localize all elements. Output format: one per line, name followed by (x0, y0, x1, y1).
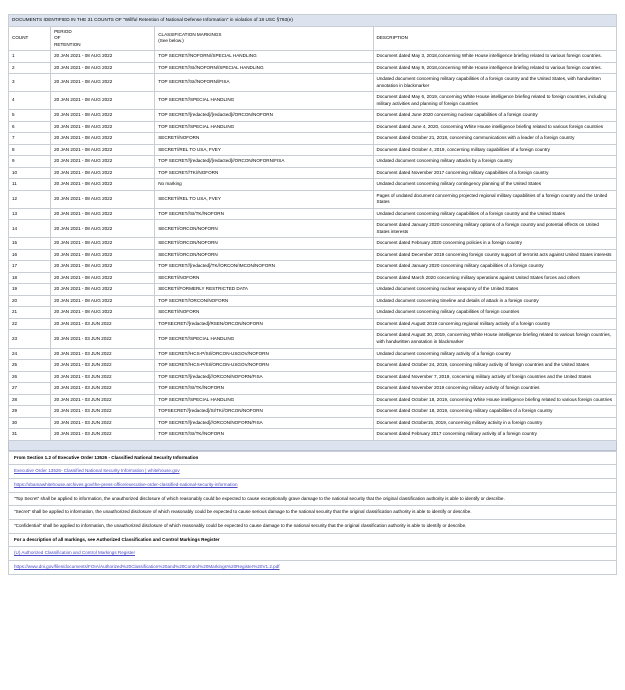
row-description: Document dated December 2019 concerning foreign country support of terrorist acts against United States interests (373, 249, 616, 261)
documents-rows (9, 51, 617, 441)
row-period-of-retention: 20 JAN 2021 - 08 AUG 2022 (51, 51, 155, 63)
table-row (9, 348, 617, 360)
row-period-of-retention: 20 JAN 2021 - 08 AUG 2022 (51, 220, 155, 238)
row-period-of-retention: 20 JAN 2021 - 03 JUN 2022 (51, 318, 155, 330)
row-classification-marking: TOP SECRET//SPECIAL HANDLING (155, 330, 373, 348)
row-period-of-retention: 20 JAN 2021 - 08 AUG 2022 (51, 156, 155, 168)
row-classification-marking: TOP SECRET//SI/TK//NOFORN (155, 208, 373, 220)
eo-url-link[interactable]: https://obamawhitehouse.archives.gov/the-press-office/executive-order-classified-national-security-information (9, 478, 617, 492)
column-header-markings (155, 26, 373, 51)
markings-register-link[interactable]: (U) Authorized Classification and Control Markings Register (9, 547, 617, 561)
row-classification-marking: TOPSECRET//[redacted]/RSEN/ORCON/NOFORN (155, 318, 373, 330)
markings-register-url-link[interactable]: https://www.dni.gov/files/documents/FOIA/Authorized%20Classification%20and%20Control%20Markings%20Register%20V1.2.pdf (9, 560, 617, 574)
table-row (9, 74, 617, 92)
row-classification-marking: SECRET//REL TO USA, FVEY (155, 190, 373, 208)
row-classification-marking: SECRET//NOFORN (155, 307, 373, 319)
table-row (9, 179, 617, 191)
column-header-description (373, 26, 616, 51)
row-description: Document dated May 6, 2019, concerning White House intelligence briefing related to foreign countries, including military activities and planning of foreign countries (373, 92, 616, 110)
row-description: Pages of undated document concerning projected regional military capabilities of a foreign country and the United States (373, 190, 616, 208)
table-row (9, 318, 617, 330)
row-count: 3 (9, 74, 51, 92)
row-period-of-retention: 20 JAN 2021 - 03 JUN 2022 (51, 429, 155, 441)
column-header-period-line2: OF (54, 35, 61, 41)
row-period-of-retention: 20 JAN 2021 - 03 JUN 2022 (51, 348, 155, 360)
table-spacer-cell (9, 440, 617, 450)
row-period-of-retention: 20 JAN 2021 - 03 JUN 2022 (51, 383, 155, 395)
row-period-of-retention: 20 JAN 2021 - 08 AUG 2022 (51, 295, 155, 307)
row-classification-marking: SECRET//FORMERLY RESTRICTED DATA (155, 284, 373, 296)
markings-heading: For a description of all markings, see Authorized Classification and Control Markings Register (9, 533, 617, 547)
row-classification-marking: SECRET//ORCON/NOFORN (155, 220, 373, 238)
row-count: 8 (9, 144, 51, 156)
notes-row-eo-url (9, 478, 617, 492)
row-description: Undated document concerning timeline and details of attack in a foreign country (373, 295, 616, 307)
row-description: Document dated February 2020 concerning policies in a foreign country (373, 238, 616, 250)
row-count: 31 (9, 429, 51, 441)
row-description: Document dated November 2017 concerning military capabilities of a foreign country (373, 167, 616, 179)
row-description: Document dated June 2020 concerning nuclear capabilities of a foreign country (373, 110, 616, 122)
table-row (9, 144, 617, 156)
row-description: Document dated October 18, 2019, concerning White House intelligence briefing related to various foreign countries (373, 394, 616, 406)
table-row (9, 261, 617, 273)
table-row (9, 295, 617, 307)
row-description: Document dated August 30, 2019, concerning White House intelligence briefing related to various foreign countries, with handwritten annotation in blackmarker (373, 330, 616, 348)
row-count: 26 (9, 371, 51, 383)
row-classification-marking: TOPSECRET//[redacted]/SI/TK//ORCON/NOFORN (155, 406, 373, 418)
row-period-of-retention: 20 JAN 2021 - 08 AUG 2022 (51, 167, 155, 179)
notes-table (8, 451, 617, 575)
table-row (9, 208, 617, 220)
row-count: 9 (9, 156, 51, 168)
table-row (9, 383, 617, 395)
notes-row-top-secret (9, 492, 617, 506)
notes-row-secret (9, 506, 617, 520)
table-row (9, 406, 617, 418)
row-period-of-retention: 20 JAN 2021 - 03 JUN 2022 (51, 371, 155, 383)
row-count: 16 (9, 249, 51, 261)
table-row (9, 249, 617, 261)
row-count: 12 (9, 190, 51, 208)
row-classification-marking: TOP SECRET//[redacted]//ORCON/NOFORN/FISA (155, 371, 373, 383)
row-count: 20 (9, 295, 51, 307)
row-description: Document dated October 4, 2019, concerning military capabilities of a foreign country (373, 144, 616, 156)
column-header-period-line3: RETENTION (54, 41, 81, 47)
table-row (9, 238, 617, 250)
notes-row-markings-heading (9, 533, 617, 547)
row-description: Document dated June 4, 2020, concerning White House intelligence briefing related to various foreign countries (373, 121, 616, 133)
row-period-of-retention: 20 JAN 2021 - 08 AUG 2022 (51, 74, 155, 92)
row-description: Document dated November 7, 2019, concerning military activity of foreign countries and the United States (373, 371, 616, 383)
notes-row-confidential (9, 519, 617, 533)
secret-definition: "Secret" shall be applied to information, the unauthorized disclosure of which reasonably could be expected to cause serious damage to the national security that the original classification authority is able to identify or describe. (9, 506, 617, 520)
row-classification-marking: TOP SECRET//TK//NOFORN (155, 167, 373, 179)
row-classification-marking: TOP SECRET//HCS-P/SI//ORCON-USGOV/NOFORN (155, 348, 373, 360)
row-description: Document dated May 3, 2018,concerning White House intelligence briefing related to various foreign countries. (373, 51, 616, 63)
row-description: Document dated October15, 2019, concerning military activity in a foreign country (373, 417, 616, 429)
row-count: 24 (9, 348, 51, 360)
row-count: 29 (9, 406, 51, 418)
column-header-period-line1: PERIOD (54, 28, 72, 34)
row-period-of-retention: 20 JAN 2021 - 08 AUG 2022 (51, 208, 155, 220)
row-period-of-retention: 20 JAN 2021 - 08 AUG 2022 (51, 62, 155, 74)
row-count: 15 (9, 238, 51, 250)
row-classification-marking: TOP SECRET//NOFORN//SPECIAL HANDLING (155, 51, 373, 63)
row-period-of-retention: 20 JAN 2021 - 08 AUG 2022 (51, 272, 155, 284)
table-row (9, 330, 617, 348)
row-period-of-retention: 20 JAN 2021 - 03 JUN 2022 (51, 406, 155, 418)
row-count: 4 (9, 92, 51, 110)
row-period-of-retention: 20 JAN 2021 - 03 JUN 2022 (51, 360, 155, 372)
notes-row-markings-url (9, 560, 617, 574)
notes-row-eo-link (9, 465, 617, 479)
row-classification-marking: TOP SECRET//SPECIAL HANDLING (155, 121, 373, 133)
row-period-of-retention: 20 JAN 2021 - 08 AUG 2022 (51, 144, 155, 156)
row-count: 14 (9, 220, 51, 238)
page-title: DOCUMENTS IDENTIFIED IN THE 31 COUNTS OF "Willful Retention of National Defense Information" in violation of 18 USC §793(e) (9, 15, 617, 27)
column-header-markings-label: CLASSIFICATION MARKINGS (158, 31, 222, 37)
row-period-of-retention: 20 JAN 2021 - 08 AUG 2022 (51, 249, 155, 261)
row-description: Document dated October 21, 2018, concerning communications with a leader of a foreign country (373, 133, 616, 145)
table-row (9, 360, 617, 372)
row-description: Document dated January 2020 concerning military options of a foreign country and potential effects on United States interests (373, 220, 616, 238)
row-period-of-retention: 20 JAN 2021 - 08 AUG 2022 (51, 133, 155, 145)
row-description: Undated document concerning military capabilities of foreign countries (373, 307, 616, 319)
table-row (9, 190, 617, 208)
row-count: 21 (9, 307, 51, 319)
row-period-of-retention: 20 JAN 2021 - 08 AUG 2022 (51, 110, 155, 122)
row-period-of-retention: 20 JAN 2021 - 08 AUG 2022 (51, 261, 155, 273)
row-period-of-retention: 20 JAN 2021 - 08 AUG 2022 (51, 238, 155, 250)
row-period-of-retention: 20 JAN 2021 - 08 AUG 2022 (51, 190, 155, 208)
row-count: 23 (9, 330, 51, 348)
row-classification-marking: TOP SECRET//[redacted]/[redacted]//ORCON/NOFORN/FISA (155, 156, 373, 168)
row-classification-marking: TOP SECRET//[redacted]/TK//ORCON/IMCON/NOFORN (155, 261, 373, 273)
row-description: Document dated March 2020 concerning military operations against United States forces and others (373, 272, 616, 284)
table-row (9, 371, 617, 383)
column-header-count-label: COUNT (12, 35, 29, 41)
notes-table-body (9, 451, 617, 574)
row-description: Undated document concerning military attacks by a foreign country (373, 156, 616, 168)
row-description: Document dated October 18, 2019, concerning military capabilities of a foreign country (373, 406, 616, 418)
table-row (9, 110, 617, 122)
row-count: 25 (9, 360, 51, 372)
documents-table-footer (9, 440, 617, 450)
top-secret-definition: "Top Secret" shall be applied to information, the unauthorized disclosure of which reasonably could be expected to cause exceptionally grave damage to the national security that the original classification authority is able to identify or describe. (9, 492, 617, 506)
row-period-of-retention: 20 JAN 2021 - 08 AUG 2022 (51, 284, 155, 296)
table-row (9, 272, 617, 284)
row-count: 5 (9, 110, 51, 122)
row-description: Undated document concerning military contingency planning of the United States (373, 179, 616, 191)
row-classification-marking: No marking (155, 179, 373, 191)
row-count: 2 (9, 62, 51, 74)
row-count: 22 (9, 318, 51, 330)
table-row (9, 92, 617, 110)
table-row (9, 307, 617, 319)
notes-row-eo-heading (9, 451, 617, 465)
row-count: 30 (9, 417, 51, 429)
row-classification-marking: SECRET//REL TO USA, FVEY (155, 144, 373, 156)
table-row (9, 156, 617, 168)
table-row (9, 62, 617, 74)
row-period-of-retention: 20 JAN 2021 - 03 JUN 2022 (51, 417, 155, 429)
row-classification-marking: TOP SECRET//ORCON/NOFORN (155, 295, 373, 307)
table-row (9, 417, 617, 429)
confidential-definition: "Confidential" shall be applied to information, the unauthorized disclosure of which reasonably could be expected to cause damage to the national security that the original classification authority is able to identify or describe. (9, 519, 617, 533)
table-row (9, 51, 617, 63)
row-classification-marking: TOP SECRET//[redacted]//ORCON/NOFORN/FISA (155, 417, 373, 429)
row-count: 11 (9, 179, 51, 191)
row-period-of-retention: 20 JAN 2021 - 08 AUG 2022 (51, 307, 155, 319)
row-description: Document dated January 2020 concerning military capabilities of a foreign country (373, 261, 616, 273)
notes-row-markings-link (9, 547, 617, 561)
table-row (9, 429, 617, 441)
column-header-count (9, 26, 51, 51)
row-count: 17 (9, 261, 51, 273)
row-description: Document dated August 2019 concerning regional military activity of a foreign country (373, 318, 616, 330)
table-row (9, 121, 617, 133)
row-classification-marking: TOP SECRET//HCS-P/SI//ORCON-USGOV/NOFORN (155, 360, 373, 372)
row-classification-marking: SECRET//ORCON/NOFORN (155, 238, 373, 250)
row-count: 13 (9, 208, 51, 220)
row-description: Document dated February 2017 concerning military activity of a foreign country (373, 429, 616, 441)
table-header-row (9, 26, 617, 51)
row-period-of-retention: 20 JAN 2021 - 08 AUG 2022 (51, 92, 155, 110)
row-count: 27 (9, 383, 51, 395)
documents-table-body (9, 15, 617, 51)
column-header-period (51, 26, 155, 51)
column-header-markings-note: (See below.) (158, 38, 184, 44)
row-classification-marking: TOP SECRET//SI/TK//NOFORN (155, 383, 373, 395)
row-classification-marking: TOP SECRET//[redacted]/[redacted]//ORCON/NOFORN (155, 110, 373, 122)
documents-table (8, 14, 617, 451)
table-title-row (9, 15, 617, 27)
row-description: Undated document concerning military capabilities of a foreign country and the United States (373, 208, 616, 220)
row-count: 19 (9, 284, 51, 296)
row-description: Undated document concerning military capabilities of a foreign country and the United States, with handwritten annotation in blackmarker (373, 74, 616, 92)
row-description: Document dated May 9, 2018,concerning White House intelligence briefing related to various foreign countries. (373, 62, 616, 74)
row-count: 7 (9, 133, 51, 145)
row-classification-marking: TOP SECRET//SI/TK//NOFORN (155, 429, 373, 441)
row-classification-marking: TOP SECRET//SPECIAL HANDLING (155, 92, 373, 110)
row-description: Document dated October 24, 2019, concerning military activity of foreign countries and the United States (373, 360, 616, 372)
table-row (9, 284, 617, 296)
row-description: Document dated November 2019 concerning military activity of foreign countries (373, 383, 616, 395)
table-row (9, 167, 617, 179)
table-row (9, 220, 617, 238)
row-period-of-retention: 20 JAN 2021 - 03 JUN 2022 (51, 394, 155, 406)
row-classification-marking: TOP SECRET//SPECIAL HANDLING (155, 394, 373, 406)
row-count: 6 (9, 121, 51, 133)
column-header-description-label: DESCRIPTION (376, 35, 408, 41)
row-period-of-retention: 20 JAN 2021 - 08 AUG 2022 (51, 121, 155, 133)
row-description: Undated document concerning nuclear weaponry of the United States (373, 284, 616, 296)
row-description: Undated document concerning military activity of a foreign country (373, 348, 616, 360)
row-count: 10 (9, 167, 51, 179)
row-count: 18 (9, 272, 51, 284)
row-classification-marking: SECRET//NOFORN (155, 133, 373, 145)
table-spacer-row (9, 440, 617, 450)
eo-heading: From Section 1.2 of Executive Order 13526 - Classified National Security Information (9, 451, 617, 465)
row-classification-marking: SECRET//ORCON/NOFORN (155, 249, 373, 261)
row-classification-marking: TOP SECRET//SI//NOFORN//SPECIAL HANDLING (155, 62, 373, 74)
row-classification-marking: SECRET//NOFORN (155, 272, 373, 284)
row-period-of-retention: 20 JAN 2021 - 03 JUN 2022 (51, 330, 155, 348)
eo-link[interactable]: Executive Order 13526- Classified National Security Information | whitehouse.gov (9, 465, 617, 479)
row-count: 28 (9, 394, 51, 406)
table-row (9, 394, 617, 406)
table-row (9, 133, 617, 145)
row-count: 1 (9, 51, 51, 63)
row-period-of-retention: 20 JAN 2021 - 08 AUG 2022 (51, 179, 155, 191)
row-classification-marking: TOP SECRET//SI//NOFORN//FISA (155, 74, 373, 92)
